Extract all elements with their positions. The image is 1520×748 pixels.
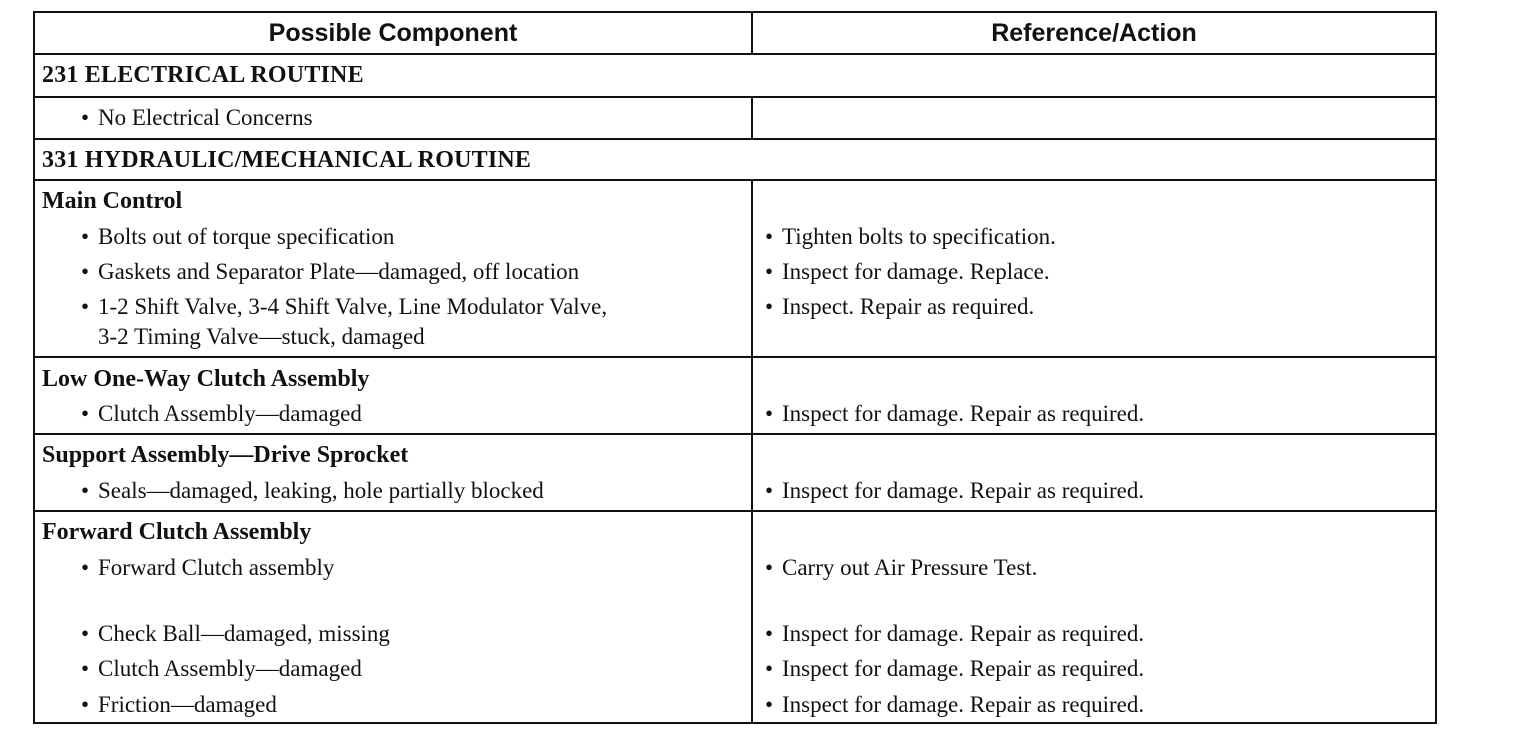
bullet: • — [765, 692, 774, 717]
list-item — [81, 476, 544, 506]
action-cell — [753, 435, 1435, 510]
bullet: • — [81, 105, 90, 130]
group-forward-clutch — [35, 512, 1435, 722]
bullet: • — [765, 259, 774, 284]
group-title: Forward Clutch Assembly — [42, 519, 312, 545]
action-text: Inspect for damage. Repair as required. — [782, 478, 1145, 503]
bullet: • — [765, 224, 774, 249]
action-item — [765, 690, 1144, 720]
section-row-hydraulic — [35, 140, 1435, 181]
component-cell — [35, 435, 753, 510]
section-title-hydraulic: 331 HYDRAULIC/MECHANICAL ROUTINE — [42, 147, 532, 173]
section-row-electrical — [35, 55, 1435, 98]
header-possible-component: Possible Component — [35, 13, 753, 53]
component-text: Friction—damaged — [98, 692, 277, 717]
header-row — [35, 13, 1435, 55]
action-item — [765, 654, 1144, 684]
bullet: • — [81, 401, 90, 426]
list-item — [81, 292, 607, 322]
list-item — [81, 399, 362, 429]
action-item — [765, 619, 1144, 649]
action-item — [765, 222, 1056, 252]
action-cell — [753, 181, 1435, 356]
action-text: Inspect for damage. Replace. — [782, 259, 1050, 284]
bullet: • — [81, 692, 90, 717]
action-item — [765, 476, 1144, 506]
bullet: • — [81, 621, 90, 646]
bullet: • — [81, 224, 90, 249]
component-text: Forward Clutch assembly — [98, 555, 335, 580]
action-text: Inspect for damage. Repair as required. — [782, 692, 1145, 717]
group-low-one-way-clutch — [35, 358, 1435, 435]
group-title: Support Assembly—Drive Sprocket — [42, 442, 409, 468]
action-item — [765, 399, 1144, 429]
action-item — [765, 257, 1050, 287]
bullet: • — [81, 555, 90, 580]
diagnostic-table — [33, 11, 1437, 724]
list-item — [81, 690, 277, 720]
bullet: • — [81, 294, 90, 319]
bullet: • — [765, 621, 774, 646]
header-reference-action: Reference/Action — [991, 19, 1197, 47]
component-cell — [35, 358, 753, 433]
action-text: Inspect for damage. Repair as required. — [782, 401, 1145, 426]
action-item — [765, 292, 1034, 322]
list-item — [81, 222, 394, 252]
action-cell — [753, 512, 1435, 722]
action-text: Carry out Air Pressure Test. — [782, 555, 1038, 580]
component-cell — [35, 181, 753, 356]
list-item — [81, 553, 334, 583]
list-item — [81, 619, 390, 649]
bullet: • — [765, 401, 774, 426]
action-item — [765, 553, 1037, 583]
component-text: Seals—damaged, leaking, hole partially blocked — [98, 478, 544, 503]
bullet: • — [765, 555, 774, 580]
bullet: • — [81, 656, 90, 681]
component-text: Clutch Assembly—damaged — [98, 401, 362, 426]
component-cell — [35, 512, 753, 722]
list-item — [81, 257, 579, 287]
component-text: Bolts out of torque specification — [98, 224, 395, 249]
component-text: No Electrical Concerns — [98, 105, 313, 130]
list-item — [81, 654, 362, 684]
component-cell — [35, 98, 753, 138]
bullet: • — [765, 478, 774, 503]
action-text: Tighten bolts to specification. — [782, 224, 1056, 249]
list-item — [81, 103, 313, 133]
table-row-no-electrical — [35, 98, 1435, 140]
action-cell — [753, 98, 1435, 138]
bullet: • — [81, 259, 90, 284]
group-support-assembly — [35, 435, 1435, 512]
group-main-control — [35, 181, 1435, 358]
action-text: Inspect for damage. Repair as required. — [782, 656, 1145, 681]
component-text-continued: 3-2 Timing Valve—stuck, damaged — [98, 324, 425, 349]
bullet: • — [81, 478, 90, 503]
section-title-electrical: 231 ELECTRICAL ROUTINE — [42, 62, 364, 88]
action-text: Inspect. Repair as required. — [782, 294, 1035, 319]
bullet: • — [765, 656, 774, 681]
group-title: Main Control — [42, 188, 183, 214]
component-text: Clutch Assembly—damaged — [98, 656, 362, 681]
bullet: • — [765, 294, 774, 319]
group-title: Low One-Way Clutch Assembly — [42, 366, 370, 392]
action-text: Inspect for damage. Repair as required. — [782, 621, 1145, 646]
component-text: Check Ball—damaged, missing — [98, 621, 390, 646]
component-text: Gaskets and Separator Plate—damaged, off location — [98, 259, 580, 284]
action-cell — [753, 358, 1435, 433]
component-text: 1-2 Shift Valve, 3-4 Shift Valve, Line Modulator Valve, — [98, 294, 608, 319]
